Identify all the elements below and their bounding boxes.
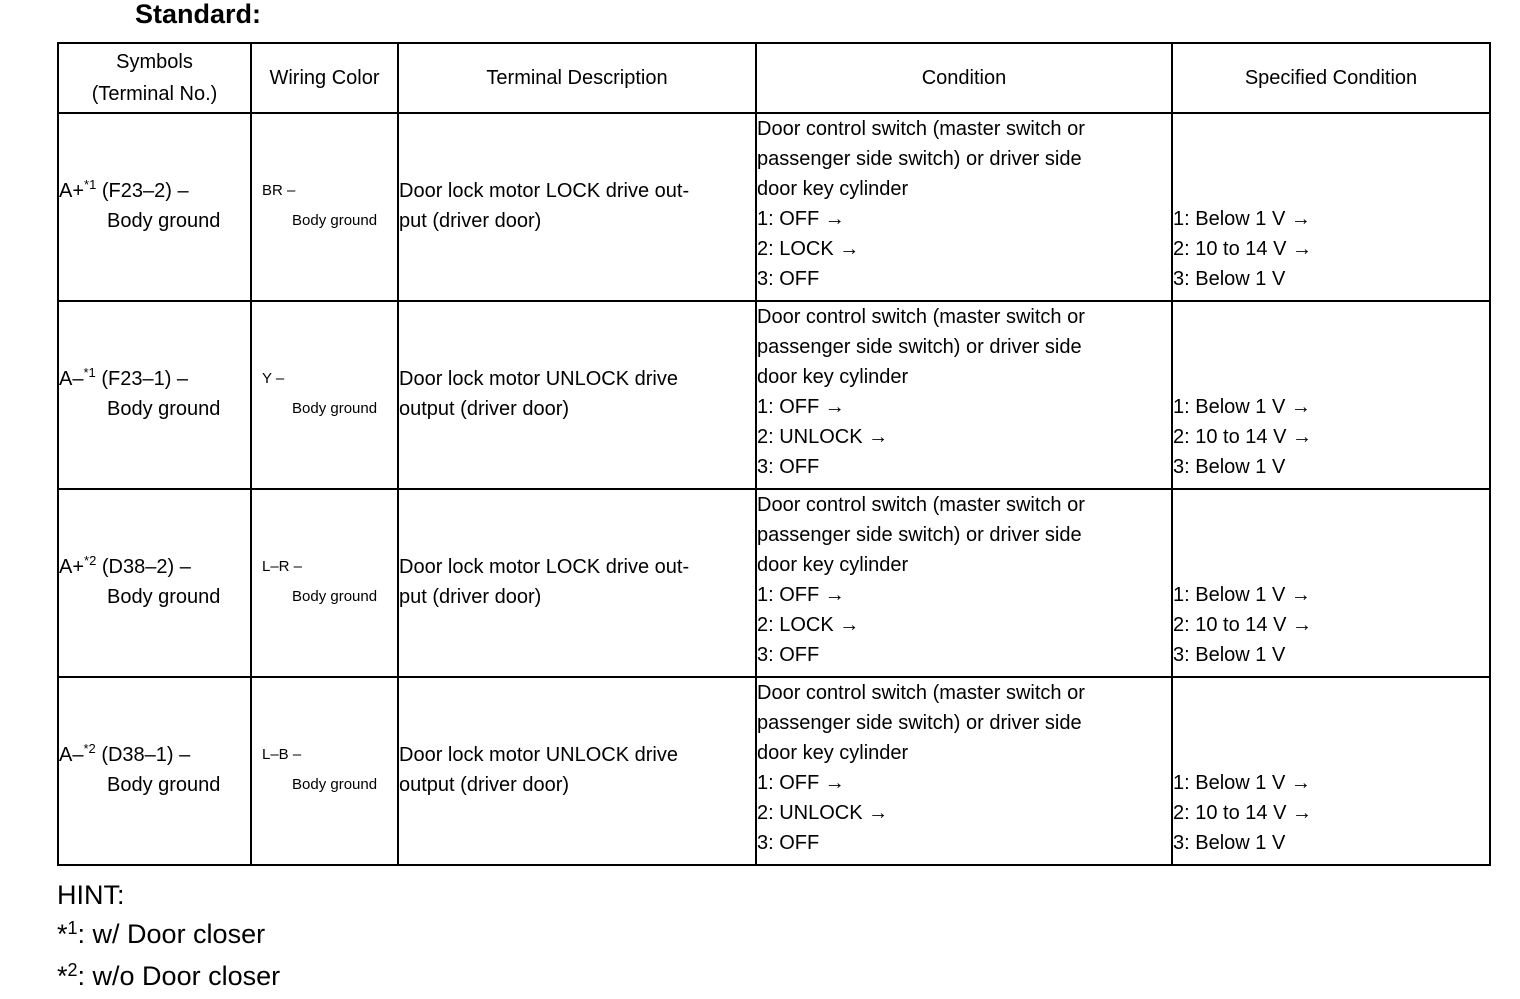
table-row xyxy=(58,677,1490,865)
condition-line: 3: OFF xyxy=(757,456,820,478)
hint-note-number: 2 xyxy=(67,960,78,980)
symbol-prefix: A– xyxy=(59,744,84,766)
wire-color: L–B – xyxy=(262,746,302,763)
symbol-terminal: (D38–2) – xyxy=(96,556,191,578)
header-wiring-color: Wiring Color xyxy=(251,43,398,113)
specified-condition-cell xyxy=(1172,489,1490,677)
symbol-footnote-ref: *1 xyxy=(84,177,97,192)
specified-condition-cell xyxy=(1172,113,1490,301)
wiring-cell xyxy=(251,113,398,301)
symbol-footnote-ref: *1 xyxy=(83,365,96,380)
symbol-prefix: A– xyxy=(59,368,84,390)
symbol-ground: Body ground xyxy=(107,586,221,608)
symbol-cell xyxy=(58,677,251,865)
hint-note-text: : w/o Door closer xyxy=(77,961,281,991)
header-terminal-description: Terminal Description xyxy=(398,43,756,113)
condition-line: 3: OFF xyxy=(757,644,820,666)
condition-line: 2: UNLOCK → xyxy=(757,426,889,448)
specified-line: 2: 10 to 14 V → xyxy=(1173,426,1312,448)
wiring-cell xyxy=(251,301,398,489)
table-row xyxy=(58,489,1490,677)
specified-line: 2: 10 to 14 V → xyxy=(1173,238,1312,260)
specified-condition-cell xyxy=(1172,677,1490,865)
specified-condition-cell xyxy=(1172,301,1490,489)
description-line: Door lock motor LOCK drive out- xyxy=(399,180,690,202)
wiring-cell xyxy=(251,489,398,677)
symbol-prefix: A+ xyxy=(59,180,85,202)
symbol-terminal: (F23–1) – xyxy=(95,368,189,390)
specified-line: 3: Below 1 V xyxy=(1173,644,1286,666)
condition-cell xyxy=(756,113,1172,301)
hint-title: HINT: xyxy=(57,880,125,910)
condition-line: 1: OFF → xyxy=(757,208,845,230)
condition-line: passenger side switch) or driver side xyxy=(757,712,1082,734)
symbol-ground: Body ground xyxy=(107,774,221,796)
condition-line: 3: OFF xyxy=(757,832,820,854)
header-symbols xyxy=(58,43,251,113)
wire-ground: Body ground xyxy=(292,212,378,229)
symbol-terminal: (D38–1) – xyxy=(95,744,191,766)
condition-line: 2: LOCK → xyxy=(757,238,860,260)
wire-ground: Body ground xyxy=(292,776,378,793)
description-line: Door lock motor LOCK drive out- xyxy=(399,556,690,578)
symbol-terminal: (F23–2) – xyxy=(96,180,189,202)
condition-line: 3: OFF xyxy=(757,268,820,290)
specified-line: 2: 10 to 14 V → xyxy=(1173,802,1312,824)
symbol-cell xyxy=(58,113,251,301)
condition-cell xyxy=(756,489,1172,677)
wire-color: Y – xyxy=(262,370,285,387)
condition-line: passenger side switch) or driver side xyxy=(757,524,1082,546)
specified-line: 3: Below 1 V xyxy=(1173,832,1286,854)
description-line: put (driver door) xyxy=(399,210,542,232)
symbol-cell xyxy=(58,301,251,489)
hint-note-text: : w/ Door closer xyxy=(77,919,266,949)
condition-line: door key cylinder xyxy=(757,366,909,388)
specified-line: 1: Below 1 V → xyxy=(1173,208,1311,230)
wire-color: BR – xyxy=(262,182,296,199)
hint-note-2 xyxy=(57,957,280,999)
condition-line: 2: LOCK → xyxy=(757,614,860,636)
condition-line: door key cylinder xyxy=(757,178,909,200)
condition-line: passenger side switch) or driver side xyxy=(757,148,1082,170)
description-line: output (driver door) xyxy=(399,774,570,796)
header-condition: Condition xyxy=(756,43,1172,113)
condition-line: passenger side switch) or driver side xyxy=(757,336,1082,358)
condition-line: 1: OFF → xyxy=(757,584,845,606)
wire-color: L–R – xyxy=(262,558,303,575)
specified-line: 1: Below 1 V → xyxy=(1173,584,1311,606)
symbol-prefix: A+ xyxy=(59,556,85,578)
standard-spec-table xyxy=(57,42,1491,866)
condition-cell xyxy=(756,677,1172,865)
symbol-footnote-ref: *2 xyxy=(83,741,96,756)
hint-note-star: * xyxy=(57,961,68,991)
hint-note-1 xyxy=(57,915,280,957)
section-heading: Standard: xyxy=(135,0,262,29)
symbol-footnote-ref: *2 xyxy=(84,553,97,568)
condition-line: door key cylinder xyxy=(757,554,909,576)
table-row xyxy=(58,301,1490,489)
symbol-ground: Body ground xyxy=(107,210,221,232)
table-row xyxy=(58,113,1490,301)
specified-line: 1: Below 1 V → xyxy=(1173,772,1311,794)
specified-line: 3: Below 1 V xyxy=(1173,268,1286,290)
condition-line: 2: UNLOCK → xyxy=(757,802,889,824)
description-line: Door lock motor UNLOCK drive xyxy=(399,368,678,390)
description-line: put (driver door) xyxy=(399,586,542,608)
table-header-row xyxy=(58,43,1490,113)
terminal-description-cell xyxy=(398,489,756,677)
wiring-cell xyxy=(251,677,398,865)
description-line: Door lock motor UNLOCK drive xyxy=(399,744,678,766)
condition-line: Door control switch (master switch or xyxy=(757,682,1085,704)
terminal-description-cell xyxy=(398,113,756,301)
condition-line: door key cylinder xyxy=(757,742,909,764)
condition-cell xyxy=(756,301,1172,489)
condition-line: 1: OFF → xyxy=(757,396,845,418)
hint-block xyxy=(57,876,280,999)
terminal-description-cell xyxy=(398,677,756,865)
symbol-cell xyxy=(58,489,251,677)
description-line: output (driver door) xyxy=(399,398,570,420)
wire-ground: Body ground xyxy=(292,588,378,605)
header-symbols-line1: Symbols xyxy=(116,51,193,73)
specified-line: 2: 10 to 14 V → xyxy=(1173,614,1312,636)
wire-ground: Body ground xyxy=(292,400,378,417)
hint-note-number: 1 xyxy=(67,918,78,938)
header-specified-condition: Specified Condition xyxy=(1172,43,1490,113)
terminal-description-cell xyxy=(398,301,756,489)
header-symbols-line2: (Terminal No.) xyxy=(91,83,218,105)
condition-line: Door control switch (master switch or xyxy=(757,494,1085,516)
symbol-ground: Body ground xyxy=(107,398,221,420)
condition-line: Door control switch (master switch or xyxy=(757,118,1085,140)
specified-line: 3: Below 1 V xyxy=(1173,456,1286,478)
condition-line: 1: OFF → xyxy=(757,772,845,794)
specified-line: 1: Below 1 V → xyxy=(1173,396,1311,418)
hint-note-star: * xyxy=(57,919,68,949)
condition-line: Door control switch (master switch or xyxy=(757,306,1085,328)
